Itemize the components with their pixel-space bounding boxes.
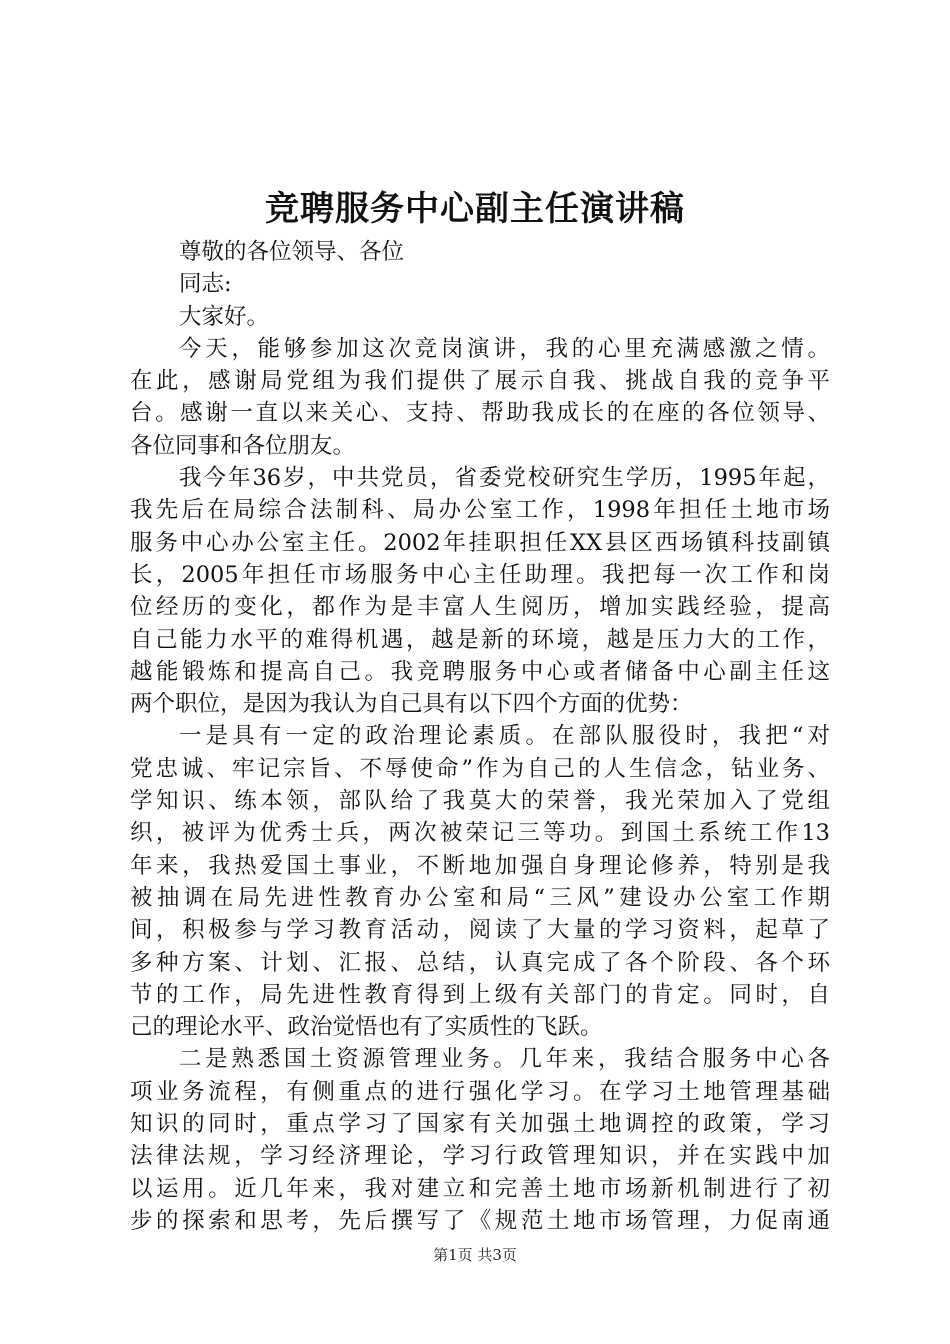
text-line: 台。感谢一直以来关心、支持、帮助我成长的在座的各位领导、 <box>130 400 830 427</box>
text-line: 位经历的变化，都作为是丰富人生阅历，增加实践经验，提高 <box>130 594 830 621</box>
text-line: 服务中心办公室主任。2002年挂职担任XX县区西场镇科技副镇 <box>130 529 830 556</box>
text-line: 我先后在局综合法制科、局办公室工作，1998年担任土地市场 <box>130 497 830 524</box>
text-line: 年来，我热爱国土事业，不断地加强自身理论修养，特别是我 <box>130 852 830 879</box>
text-line: 同志: <box>179 271 232 298</box>
text-line: 长，2005年担任市场服务中心主任助理。我把每一次工作和岗 <box>130 561 830 588</box>
text-line: 在此，感谢局党组为我们提供了展示自我、挑战自我的竞争平 <box>130 368 830 395</box>
text-line: 各位同事和各位朋友。 <box>130 432 356 459</box>
text-line: 项业务流程，有侧重点的进行强化学习。在学习土地管理基础 <box>130 1078 830 1105</box>
text-line: 党忠诚、牢记宗旨、不辱使命”作为自己的人生信念，钻业务、 <box>130 755 830 782</box>
text-line: 己的理论水平、政治觉悟也有了实质性的飞跃。 <box>130 1014 603 1041</box>
text-line: 大家好。 <box>179 303 270 330</box>
text-line: 以运用。近几年来，我对建立和完善土地市场新机制进行了初 <box>130 1175 830 1202</box>
text-line: 间，积极参与学习教育活动，阅读了大量的学习资料，起草了 <box>130 917 830 944</box>
text-line: 织，被评为优秀士兵，两次被荣记三等功。到国土系统工作13 <box>130 820 830 847</box>
document-body <box>130 236 830 1237</box>
text-line: 法律法规，学习经济理论，学习行政管理知识，并在实践中加 <box>130 1143 830 1170</box>
text-line: 尊敬的各位领导、各位 <box>179 239 405 265</box>
text-line: 多种方案、计划、汇报、总结，认真完成了各个阶段、各个环 <box>130 949 830 976</box>
text-line: 自己能力水平的难得机遇，越是新的环境，越是压力大的工作， <box>130 626 830 653</box>
text-line: 节的工作，局先进性教育得到上级有关部门的肯定。同时，自 <box>130 981 830 1008</box>
text-line: 步的探索和思考，先后撰写了《规范土地市场管理，力促南通 <box>130 1207 830 1234</box>
text-line: 二是熟悉国土资源管理业务。几年来，我结合服务中心各 <box>179 1046 830 1073</box>
document-title: 竞聘服务中心副主任演讲稿 <box>265 189 685 229</box>
text-line: 两个职位，是因为我认为自己具有以下四个方面的优势： <box>130 691 693 718</box>
text-line: 今天，能够参加这次竞岗演讲，我的心里充满感激之情。 <box>179 335 830 362</box>
text-line: 被抽调在局先进性教育办公室和局“三风”建设办公室工作期 <box>130 884 830 911</box>
text-line: 学知识、练本领，部队给了我莫大的荣誉，我光荣加入了党组 <box>130 788 830 815</box>
text-line: 知识的同时，重点学习了国家有关加强土地调控的政策，学习 <box>130 1111 830 1138</box>
text-line: 我今年36岁，中共党员，省委党校研究生学历，1995年起， <box>179 465 830 492</box>
text-line: 一是具有一定的政治理论素质。在部队服役时，我把“对 <box>179 723 830 750</box>
page-footer: 第1页 共3页 <box>433 1246 517 1264</box>
text-line: 越能锻炼和提高自己。我竞聘服务中心或者储备中心副主任这 <box>130 658 830 685</box>
